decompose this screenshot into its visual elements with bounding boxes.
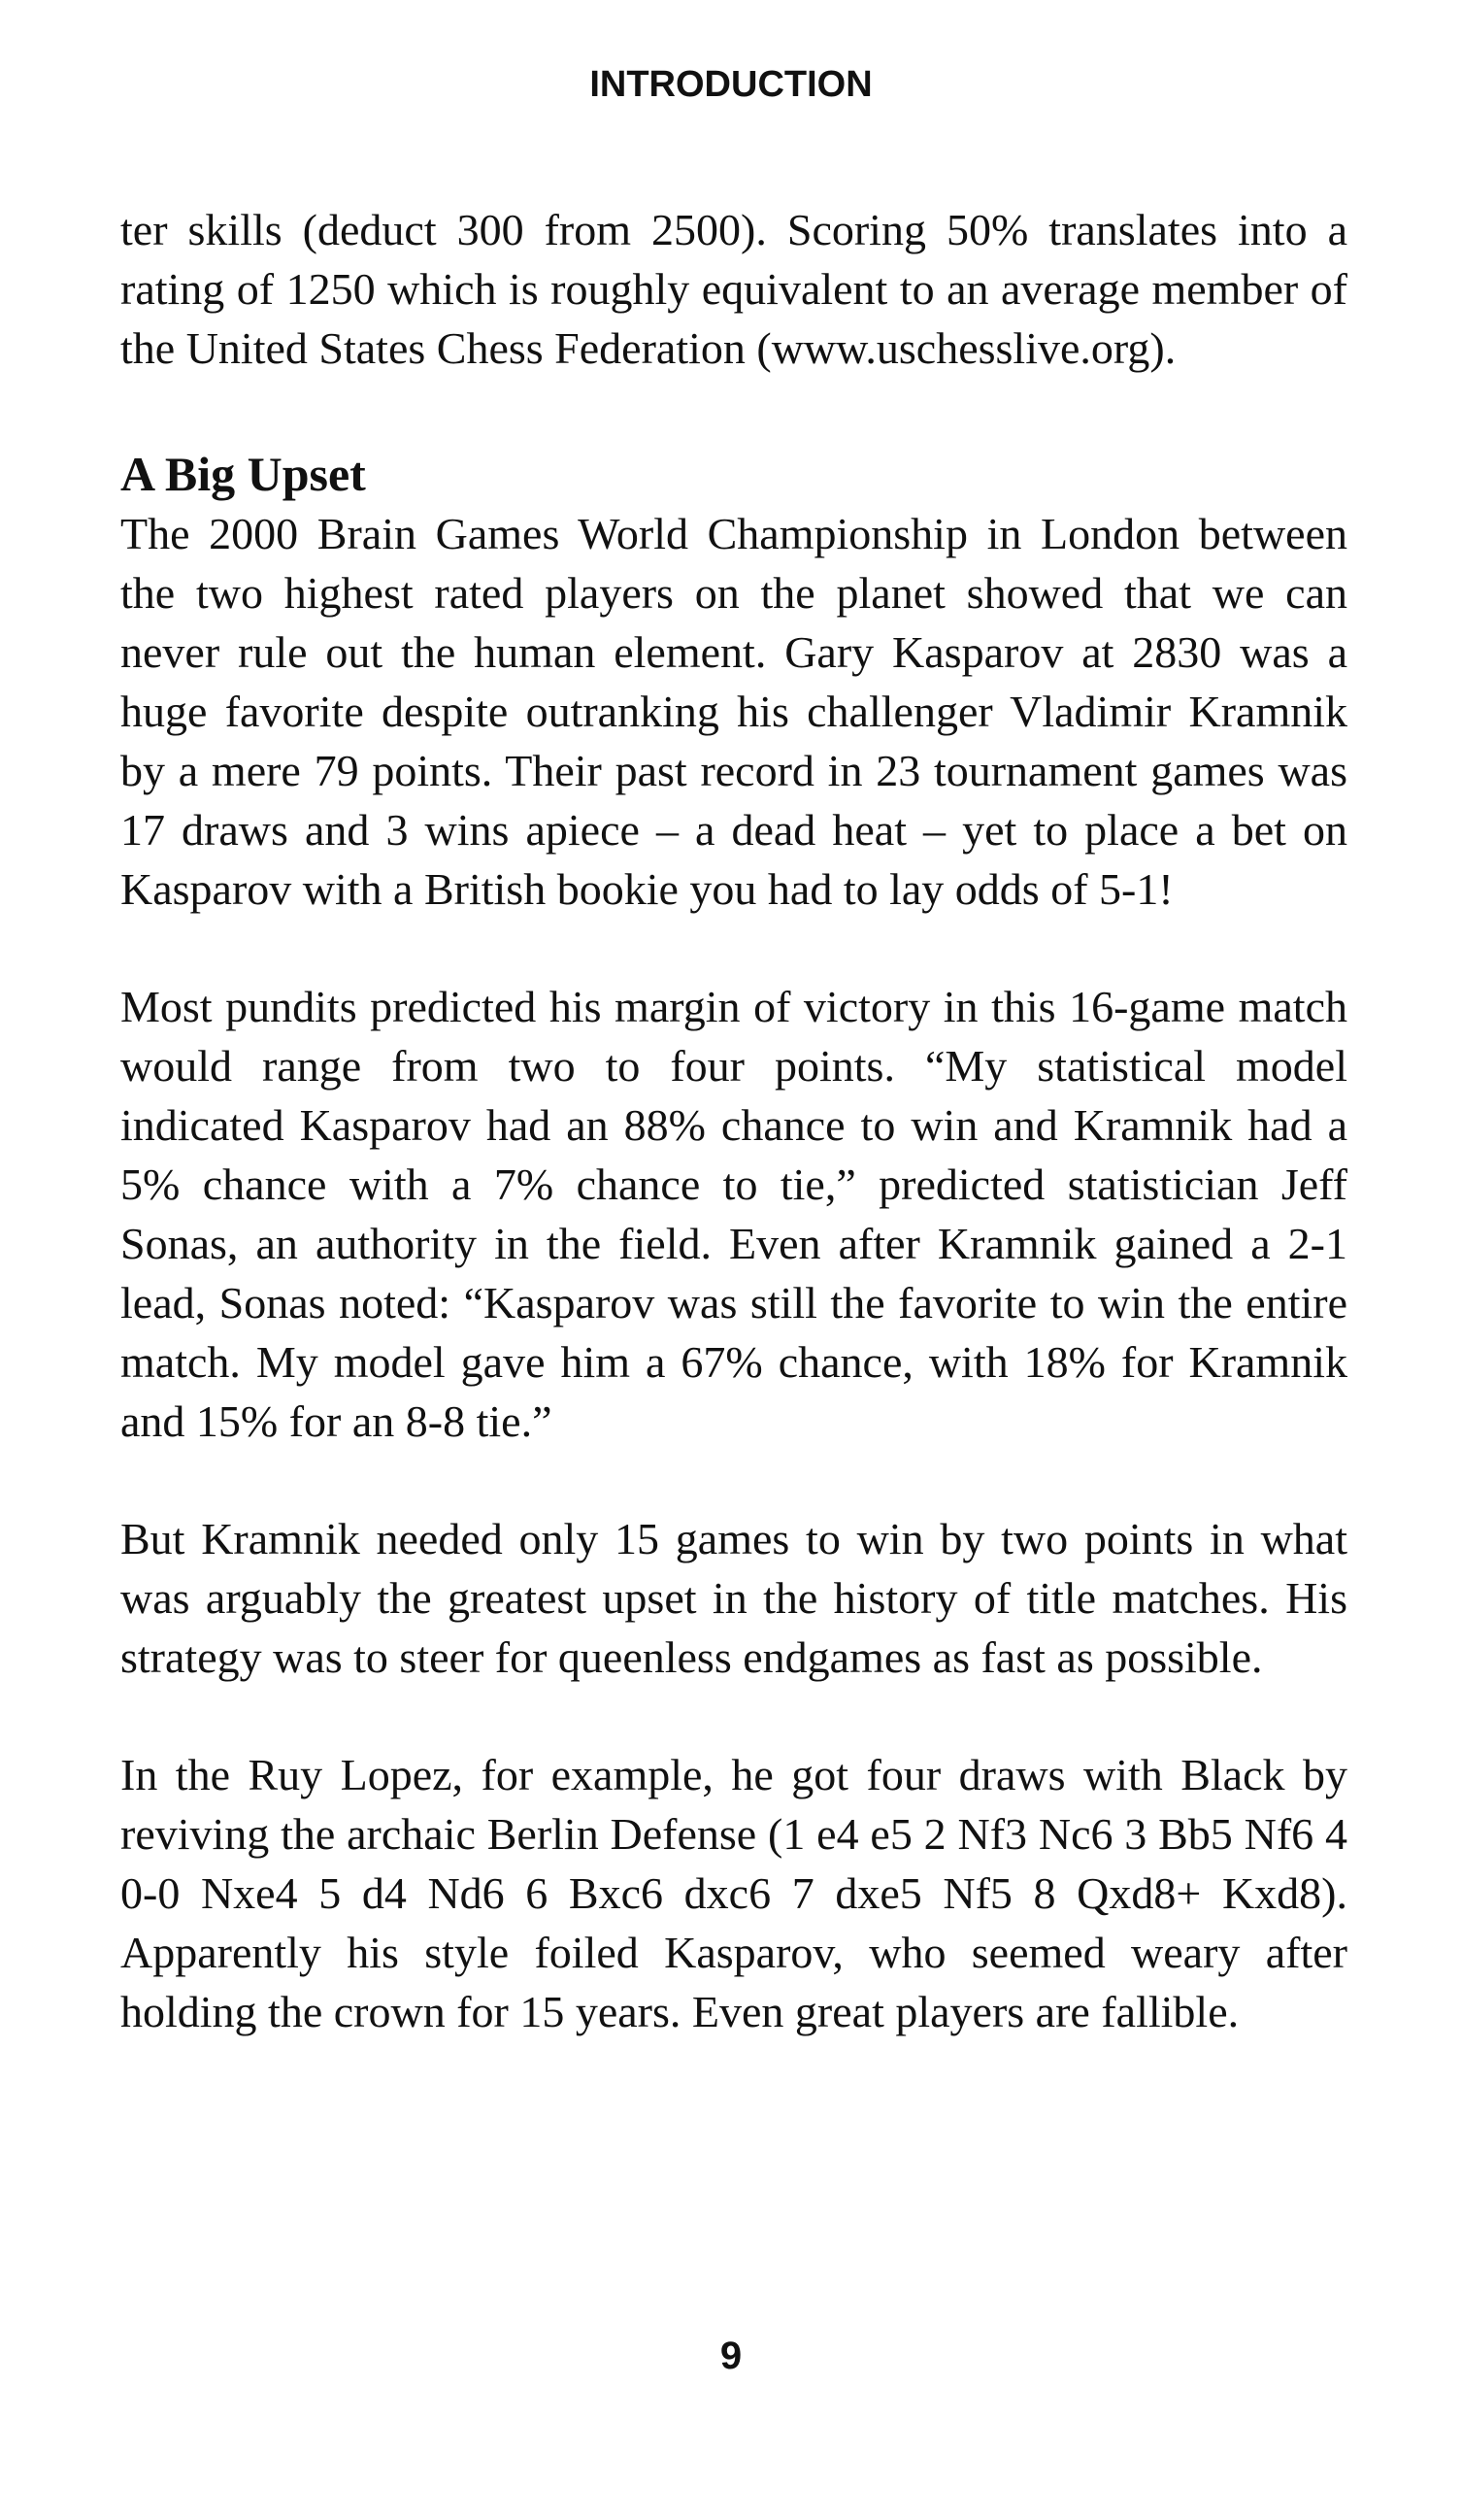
- page-number: 9: [719, 2335, 743, 2377]
- paragraph-spacer: [120, 919, 1347, 977]
- paragraph-4: In the Ruy Lopez, for example, he got four draws with Black by reviving the archaic Berlin Defense (1 e4 e5 2 Nf3 Nc6 3 Bb5 Nf6 4 0-0 Nxe4 5 d4 Nd6 6 Bxc6 dxc6 7 dxe5 Nf5 8 Qxd8+ Kxd8). Apparently his style foiled Kasparov, who seemed weary after holding the crown for 15 years. Even great players are fallible.: [120, 1750, 1347, 2036]
- section-spacer: [120, 378, 1347, 445]
- section-heading: A Big Upset: [120, 447, 366, 501]
- paragraph-2: Most pundits predicted his margin of victory in this 16-game match would range from two to four points. “My statistical model indicated Kasparov had an 88% chance to win and Kramnik had a 5% chance with a 7% chance to tie,” predicted statistician Jeff Sonas, an authority in the field. Even after Kramnik gained a 2-1 lead, Sonas noted: “Kasparov was still the favorite to win the entire match. My model gave him a 67% chance, with 18% for Kramnik and 15% for an 8-8 tie.”: [120, 982, 1347, 1446]
- page-content: [120, 200, 1347, 2041]
- paragraph-spacer: [120, 1687, 1347, 1745]
- running-head: INTRODUCTION: [589, 64, 873, 105]
- paragraph-3: But Kramnik needed only 15 games to win by two points in what was arguably the greatest upset in the history of title matches. His strategy was to steer for queenless endgames as fast as possible.: [120, 1514, 1347, 1682]
- paragraph-spacer: [120, 1451, 1347, 1509]
- paragraph-intro: ter skills (deduct 300 from 2500). Scoring 50% translates into a rating of 1250 which is roughly equivalent to an average member of the United States Chess Federation (www.uschesslive.org).: [120, 205, 1347, 373]
- paragraph-1: The 2000 Brain Games World Championship in London between the two highest rated players on the planet showed that we can never rule out the human element. Gary Kasparov at 2830 was a huge favorite despite outranking his challenger Vladimir Kramnik by a mere 79 points. Their past record in 23 tournament games was 17 draws and 3 wins apiece – a dead heat – yet to place a bet on Kasparov with a British bookie you had to lay odds of 5-1!: [120, 509, 1347, 914]
